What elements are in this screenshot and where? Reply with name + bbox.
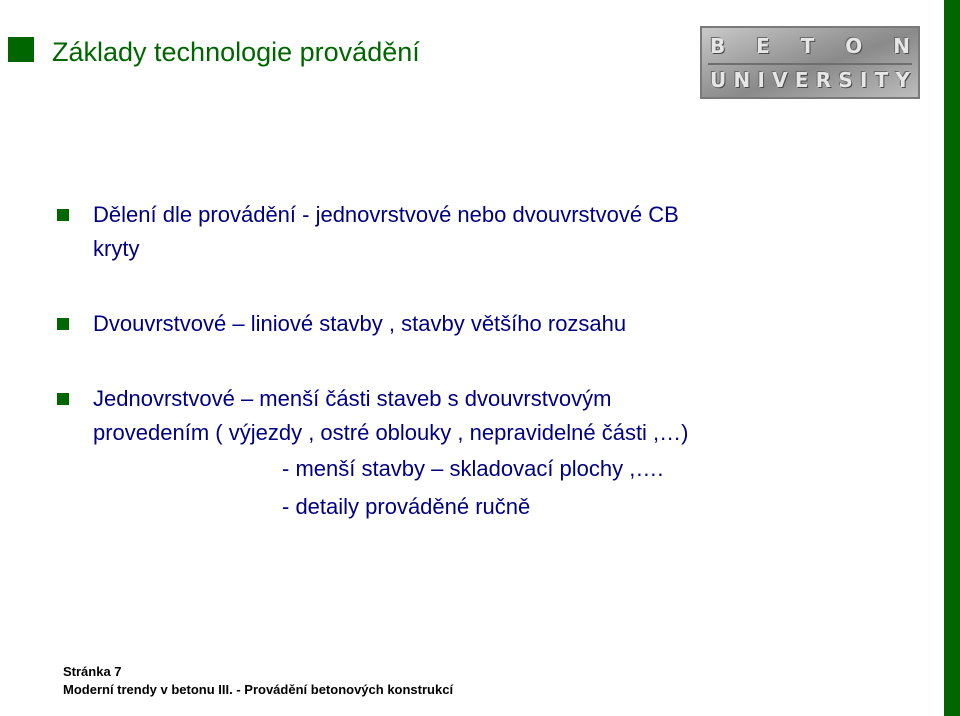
bullet-3-line-1: Jednovrstvové – menší části staveb s dvouvrstvovým — [93, 386, 612, 411]
logo-bottom-row — [710, 68, 910, 92]
logo-letter: N — [733, 68, 751, 92]
bullet-2-line-1: Dvouvrstvové – liniové stavby , stavby většího rozsahu — [93, 311, 627, 336]
logo-letter: E — [756, 34, 770, 58]
bullet-marker — [57, 318, 69, 330]
right-accent-bar — [944, 0, 960, 716]
slide-title: Základy technologie provádění — [52, 37, 420, 67]
logo-letter: N — [893, 34, 910, 58]
logo-top-row — [710, 34, 910, 58]
footer-course-title: Moderní trendy v betonu III. - Provádění betonových konstrukcí — [63, 682, 454, 697]
bullet-3-sub-line-1: - menší stavby – skladovací plochy ,…. — [282, 456, 664, 481]
logo-letter: T — [800, 34, 815, 58]
logo-letter: I — [859, 68, 868, 92]
logo-letter: O — [845, 34, 863, 58]
title-bullet-square — [8, 37, 34, 62]
logo-letter: U — [710, 68, 727, 92]
bullet-1-line-1: Dělení dle provádění - jednovrstvové nebo dvouvrstvové CB — [93, 202, 679, 227]
logo-letter: I — [757, 68, 765, 92]
logo-letter: E — [794, 68, 809, 92]
logo-letter: S — [838, 68, 853, 92]
logo-letter: T — [874, 68, 889, 92]
bullet-marker — [57, 209, 69, 221]
logo-divider — [708, 63, 912, 65]
logo-letter: V — [772, 68, 788, 92]
logo-letter: Y — [895, 68, 910, 92]
logo-letter: R — [815, 68, 832, 92]
bullet-1-line-2: kryty — [93, 236, 140, 261]
logo-letter: B — [710, 34, 726, 58]
bullet-3-sub-line-2: - detaily prováděné ručně — [282, 494, 531, 519]
footer-page-number: Stránka 7 — [63, 664, 122, 679]
bullet-marker — [57, 393, 69, 405]
bullet-3-line-2: provedením ( výjezdy , ostré oblouky , nepravidelné části ,…) — [93, 420, 689, 445]
beton-university-logo — [700, 26, 920, 99]
